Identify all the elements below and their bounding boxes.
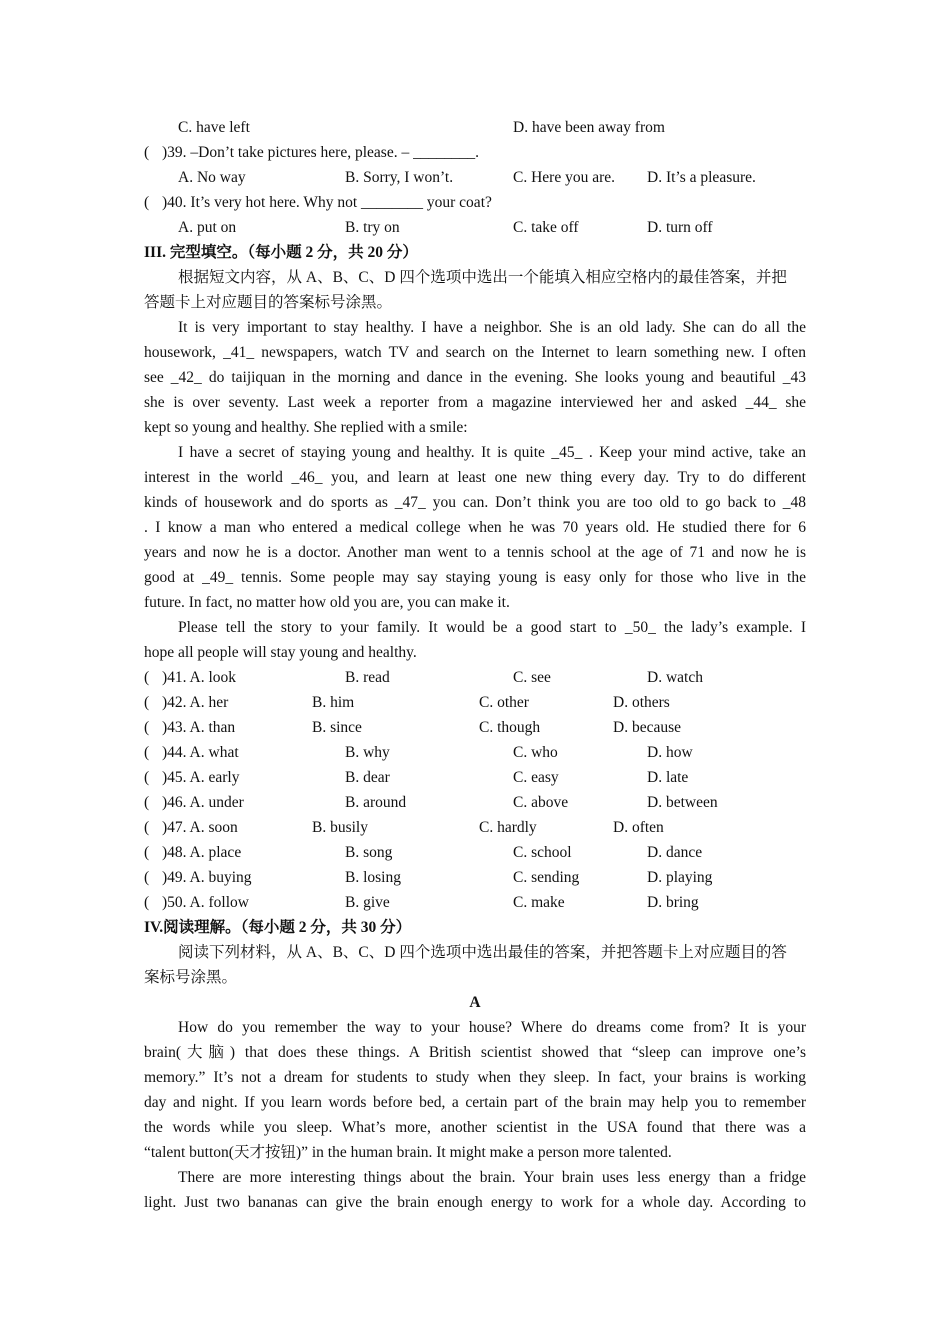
text-line: It is very important to stay healthy. I have a neighbor. She is an old lady. She can do all the [178,319,806,336]
option-a: )44. A. what [162,744,239,761]
option-d: D. bring [647,894,699,911]
answer-paren: ( [144,844,150,861]
option-c: C. see [513,669,551,686]
text-line: years and now he is a doctor. Another man went to a tennis school at the age of 71 and now he is [144,544,806,561]
text-line: light. Just two bananas can give the brain enough energy to work for a whole day. According to [144,1194,806,1211]
cloze-option-row [144,690,806,715]
question-39-options [144,165,806,190]
option-d: D. how [647,744,693,761]
prev-question-options [144,115,806,140]
option-c: C. other [479,694,529,711]
cloze-option-row [144,840,806,865]
question-40-options [144,215,806,240]
cloze-option-row [144,740,806,765]
option-b: B. dear [345,769,390,786]
option-d: D. It’s a pleasure. [647,169,756,186]
option-d: D. dance [647,844,703,861]
option-b: B. why [345,744,390,761]
answer-paren: ( [144,669,150,686]
text-line: future. In fact, no matter how old you are, you can make it. [144,594,510,611]
option-c: C. easy [513,769,559,786]
option-a: )41. A. look [162,669,237,686]
text-line: memory.” It’s not a dream for students to study when they sleep. In fact, your brains is working [144,1069,806,1086]
cloze-option-row [144,790,806,815]
option-d: D. turn off [647,219,713,236]
answer-paren: ( [144,794,150,811]
answer-paren: ( [144,194,150,211]
option-b: B. around [345,794,407,811]
cloze-paragraph-3 [144,615,806,665]
text-line: interest in the world _46_ you, and learn at least one new thing every day. Try to do different [144,469,806,486]
cloze-option-row [144,815,806,840]
text-line: kept so young and healthy. She replied with a smile: [144,419,468,436]
cloze-options-list [144,665,806,915]
option-c: C. who [513,744,558,761]
cloze-option-row [144,765,806,790]
text-line: Please tell the story to your family. It would be a good start to _50_ the lady’s example. I [178,619,806,636]
cloze-paragraph-1 [144,315,806,440]
section-3-instructions-2: 答题卡上对应题目的答案标号涂黑。 [144,294,393,311]
text-line: she is over seventy. Last week a reporter from a magazine interviewed her and asked _44_ she [144,394,806,411]
option-c: C. sending [513,869,580,886]
passage-title: A [469,994,481,1011]
text-line: day and night. If you learn words before bed, a certain part of the brain may help you to remember [144,1094,806,1111]
text-line: How do you remember the way to your house? Where do dreams come from? It is your [178,1019,806,1036]
option-d: D. between [647,794,718,811]
text-line: kinds of housework and do sports as _47_ you can. Don’t think you are too old to go back to _48 [144,494,806,511]
answer-paren: ( [144,894,150,911]
question-stem: )40. It’s very hot here. Why not ________ your coat? [162,194,492,211]
option-c: C. hardly [479,819,537,836]
text-line: good at _49_ tennis. Some people may say staying young is easy only for those who live in the [144,569,806,586]
answer-paren: ( [144,819,150,836]
option-a: )47. A. soon [162,819,238,836]
question-40 [144,190,806,215]
section-4-instructions-1: 阅读下列材料，从 A、B、C、D 四个选项中选出最佳的答案，并把答题卡上对应题目的答 [178,944,787,961]
cloze-paragraph-2 [144,440,806,615]
answer-paren: ( [144,869,150,886]
option-c: C. make [513,894,565,911]
section-4-heading: IV.阅读理解。（每小题 2 分，共 30 分） [144,919,412,936]
option-d: D. playing [647,869,713,886]
option-b: B. busily [312,819,368,836]
reading-paragraph-2 [144,1165,806,1215]
answer-paren: ( [144,769,150,786]
option-d: D. have been away from [513,119,665,136]
question-39 [144,140,806,165]
option-a: )43. A. than [162,719,236,736]
text-line: the words while you sleep. What’s more, another scientist in the USA found that there was a [144,1119,806,1136]
option-c: C. though [479,719,541,736]
option-a: )45. A. early [162,769,240,786]
option-b: B. give [345,894,390,911]
option-a: )49. A. buying [162,869,252,886]
option-b: B. since [312,719,362,736]
text-line: There are more interesting things about the brain. Your brain uses less energy than a fridge [178,1169,806,1186]
text-line: brain(大脑) that does these things. A British scientist showed that “sleep can improve one’s [144,1044,806,1061]
text-line: I have a secret of staying young and healthy. It is quite _45_ . Keep your mind active, take an [178,444,806,461]
option-d: D. late [647,769,689,786]
section-4-instructions-2: 案标号涂黑。 [144,969,238,986]
option-c: C. above [513,794,569,811]
option-a: )48. A. place [162,844,242,861]
cloze-option-row [144,665,806,690]
option-a: )46. A. under [162,794,244,811]
option-d: D. watch [647,669,703,686]
section-3-heading: III. 完型填空。（每小题 2 分，共 20 分） [144,244,418,261]
option-b: B. him [312,694,355,711]
option-b: B. Sorry, I won’t. [345,169,454,186]
option-c: C. take off [513,219,579,236]
option-b: B. losing [345,869,401,886]
text-line: housework, _41_ newspapers, watch TV and search on the Internet to learn something new. I often [144,344,806,361]
cloze-option-row [144,715,806,740]
answer-paren: ( [144,719,150,736]
question-stem: )39. –Don’t take pictures here, please. – ________. [162,144,479,161]
answer-paren: ( [144,744,150,761]
option-b: B. try on [345,219,400,236]
option-a: )42. A. her [162,694,229,711]
option-d: D. often [613,819,664,836]
section-3-instructions-1: 根据短文内容，从 A、B、C、D 四个选项中选出一个能填入相应空格内的最佳答案，并把 [178,269,787,286]
option-a: A. put on [178,219,237,236]
option-a: A. No way [178,169,246,186]
exam-page [144,115,806,1215]
option-d: D. because [613,719,681,736]
text-line: hope all people will stay young and healthy. [144,644,417,661]
option-b: B. song [345,844,393,861]
cloze-option-row [144,890,806,915]
option-d: D. others [613,694,670,711]
option-c: C. have left [178,119,250,136]
text-line: . I know a man who entered a medical college when he was 70 years old. He studied there for 6 [144,519,806,536]
option-b: B. read [345,669,390,686]
text-line: “talent button(天才按钮)” in the human brain. It might make a person more talented. [144,1144,672,1161]
cloze-option-row [144,865,806,890]
answer-paren: ( [144,694,150,711]
option-c: C. Here you are. [513,169,615,186]
option-a: )50. A. follow [162,894,249,911]
text-line: see _42_ do taijiquan in the morning and dance in the evening. She looks young and beautiful _43 [144,369,806,386]
answer-paren: ( [144,144,150,161]
reading-paragraph-1 [144,1015,806,1165]
option-c: C. school [513,844,572,861]
